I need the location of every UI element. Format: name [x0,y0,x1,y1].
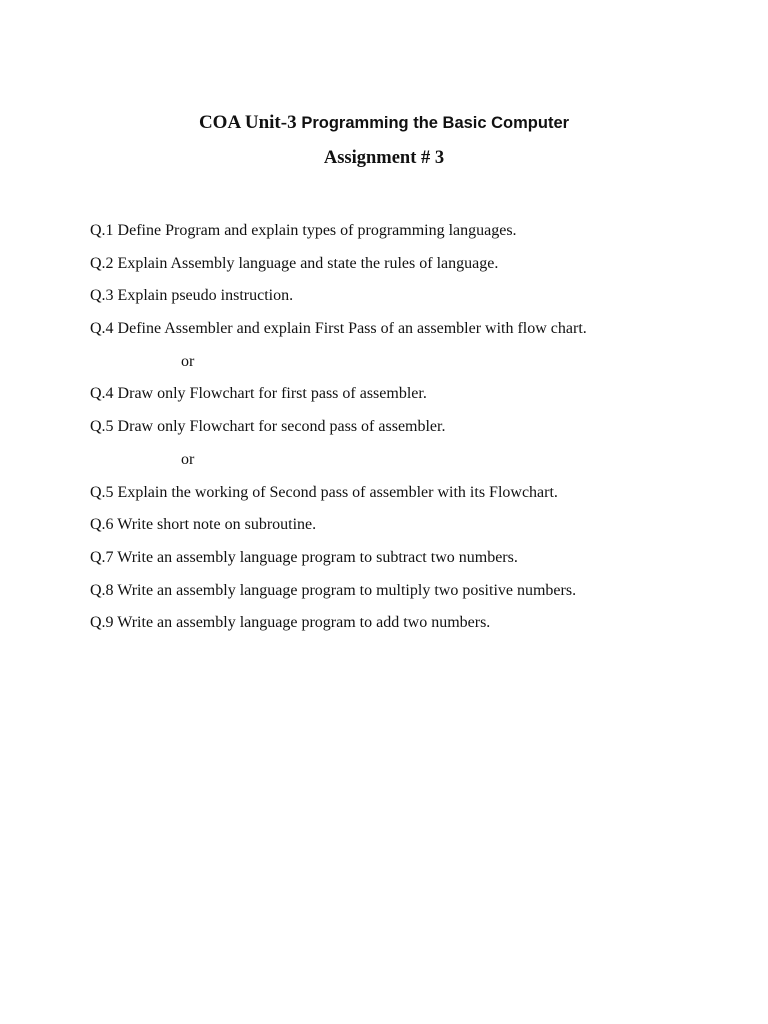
assignment-heading: Assignment # 3 [323,148,445,168]
question-line: Q.4 Draw only Flowchart for first pass of assembler. [90,385,427,403]
question-line: Q.9 Write an assembly language program to add two numbers. [90,614,491,632]
or-separator: or [181,450,195,468]
question-line: Q.6 Write short note on subroutine. [90,516,317,534]
title-course-unit: COA Unit-3 [198,112,302,133]
title-topic: Programming the Basic Computer [301,114,570,132]
question-line: Q.3 Explain pseudo instruction. [90,287,294,305]
question-line: Q.1 Define Program and explain types of programming languages. [90,222,517,239]
document-title [0,112,768,134]
question-line: Q.2 Explain Assembly language and state the rules of language. [90,254,499,272]
question-list [90,218,750,643]
question-line: Q.7 Write an assembly language program to subtract two numbers. [90,548,518,566]
question-line: Q.4 Define Assembler and explain First Pass of an assembler with flow chart. [90,320,587,338]
question-line: Q.8 Write an assembly language program to multiply two positive numbers. [90,581,577,599]
question-line: Q.5 Explain the working of Second pass of assembler with its Flowchart. [90,483,558,501]
or-separator: or [181,352,195,370]
question-line: Q.5 Draw only Flowchart for second pass of assembler. [90,418,446,436]
